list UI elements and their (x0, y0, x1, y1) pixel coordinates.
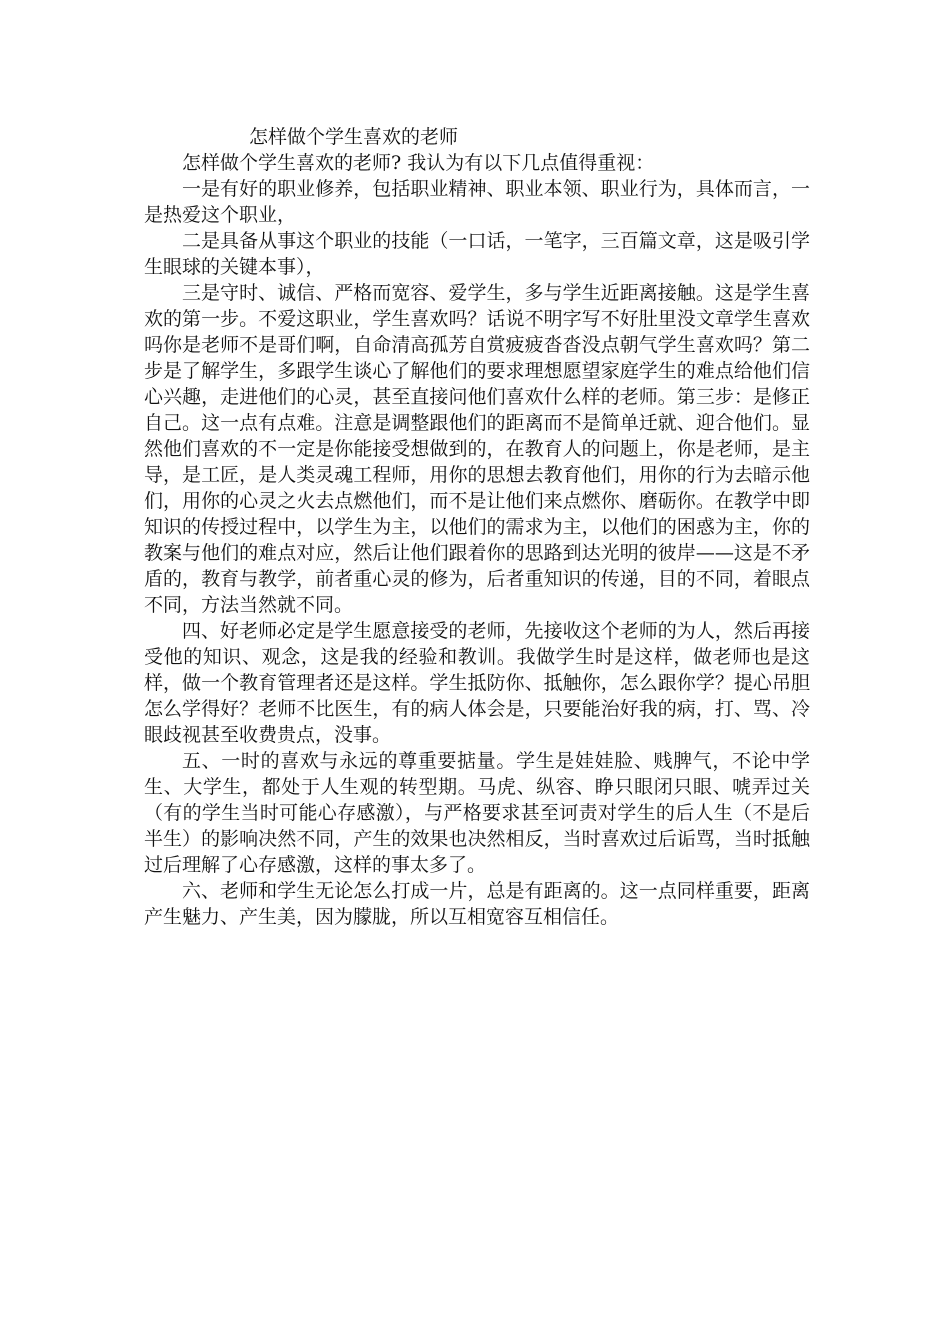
paragraph-intro: 怎样做个学生喜欢的老师? 我认为有以下几点值得重视： (182, 152, 655, 174)
paragraph-point-6: 六、老师和学生无论怎么打成一片，总是有距离的。这一点同样重要，距离产生魅力、产生美，因为朦胧，所以互相宽容互相信任。 (144, 880, 810, 928)
paragraph-point-3: 三是守时、诚信、严格而宽容、爱学生，多与学生近距离接触。这是学生喜欢的第一步。不爱这职业，学生喜欢吗？话说不明字写不好肚里没文章学生喜欢吗你是老师不是哥们啊，自命清高孤芳自赏疲疲沓沓没点朝气学生喜欢吗？第二步是了解学生，多跟学生谈心了解他们的要求理想愿望家庭学生的难点给他们信心兴趣，走进他们的心灵，甚至直接问他们喜欢什么样的老师。第三步：是修正自己。这一点有点难。注意是调整跟他们的距离而不是简单迁就、迎合他们。显然他们喜欢的不一定是你能接受想做到的，在教育人的问题上，你是老师，是主导，是工匠，是人类灵魂工程师，用你的思想去教育他们，用你的行为去暗示他们，用你的心灵之火去点燃他们，而不是让他们来点燃你、磨砺你。在教学中即知识的传授过程中，以学生为主，以他们的需求为主，以他们的困惑为主，你的教案与他们的难点对应，然后让他们跟着你的思路到达光明的彼岸——这是不矛盾的，教育与教学，前者重心灵的修为，后者重知识的传递，目的不同，着眼点不同，方法当然就不同。 (144, 282, 810, 616)
document-page (144, 124, 810, 930)
paragraph-point-5: 五、一时的喜欢与永远的尊重要掂量。学生是娃娃脸、贱脾气，不论中学生、大学生，都处于人生观的转型期。马虎、纵容、睁只眼闭只眼、唬弄过关（有的学生当时可能心存感激），与严格要求甚至诃责对学生的后人生（不是后半生）的影响决然不同，产生的效果也决然相反，当时喜欢过后诟骂，当时抵触过后理解了心存感激，这样的事太多了。 (144, 750, 810, 876)
paragraph-point-1: 一是有好的职业修养，包括职业精神、职业本领、职业行为，具体而言，一是热爱这个职业， (144, 178, 810, 226)
paragraph-point-2: 二是具备从事这个职业的技能（一口话，一笔字，三百篇文章，这是吸引学生眼球的关键本事）， (144, 230, 810, 278)
paragraph-point-4: 四、好老师必定是学生愿意接受的老师，先接收这个老师的为人，然后再接受他的知识、观念，这是我的经验和教训。我做学生时是这样，做老师也是这样，做一个教育管理者还是这样。学生抵防你、抵触你，怎么跟你学？提心吊胆怎么学得好？老师不比医生，有的病人体会是，只要能治好我的病，打、骂、冷眼歧视甚至收费贵点，没事。 (144, 620, 810, 746)
document-title: 怎样做个学生喜欢的老师 (249, 126, 459, 148)
